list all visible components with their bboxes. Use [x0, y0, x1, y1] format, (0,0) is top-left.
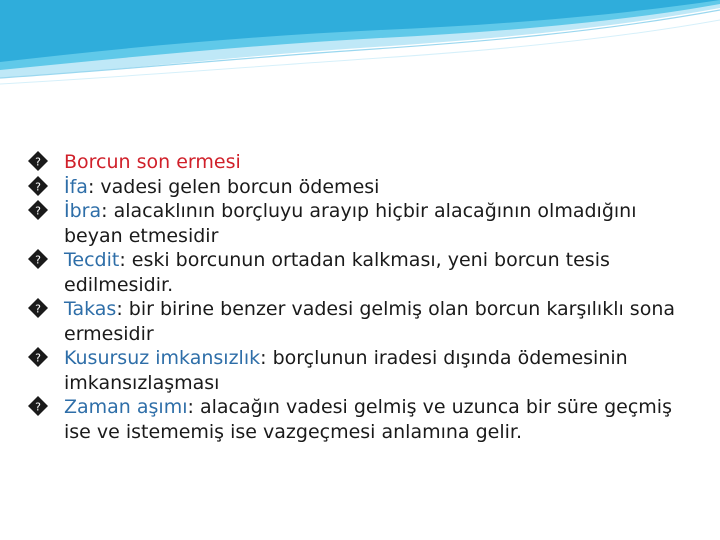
replacement-glyph-icon — [28, 248, 64, 273]
list-item-text: : borçlunun iradesi dışında ödemesinin imkansızlaşması — [64, 347, 628, 394]
list-item-text: : alacaklının borçluyu arayıp hiçbir alacağının olmadığını beyan etmesidir — [64, 200, 637, 247]
replacement-glyph-icon — [28, 175, 64, 200]
list-item-text: : eski borcunun ortadan kalkması, yeni borcun tesis edilmesidir. — [64, 249, 610, 296]
list-item-term: Tecdit — [64, 249, 120, 271]
list-item — [28, 395, 688, 444]
header-wave-decoration — [0, 0, 720, 95]
svg-text:?: ? — [35, 180, 41, 193]
list-item-term: Zaman aşımı — [64, 396, 188, 418]
list-item — [28, 346, 688, 395]
svg-text:?: ? — [35, 253, 41, 267]
list-item — [28, 150, 688, 175]
replacement-glyph-icon — [28, 199, 64, 224]
list-item-term: İbra — [64, 200, 102, 222]
list-heading: Borcun son ermesi — [64, 151, 241, 173]
svg-text:?: ? — [35, 204, 41, 218]
svg-text:?: ? — [35, 400, 41, 414]
svg-text:?: ? — [35, 302, 41, 316]
svg-text:?: ? — [35, 351, 41, 365]
list-item — [28, 248, 688, 297]
svg-text:?: ? — [35, 155, 41, 169]
list-item-text: : bir birine benzer vadesi gelmiş olan borcun karşılıklı sona ermesidir — [64, 298, 676, 345]
bullet-list — [28, 150, 688, 444]
replacement-glyph-icon — [28, 346, 64, 371]
list-item-text: : alacağın vadesi gelmiş ve uzunca bir süre geçmiş ise ve istememiş ise vazgeçmesi anlamına gelir. — [64, 396, 672, 443]
list-item-term: Takas — [64, 298, 117, 320]
list-item-term: Kusursuz imkansızlık — [64, 347, 261, 369]
list-item — [28, 297, 688, 346]
list-item-text: : vadesi gelen borcun ödemesi — [87, 175, 380, 198]
list-item-term: İfa — [64, 175, 88, 198]
list-item — [28, 175, 688, 200]
replacement-glyph-icon — [28, 150, 64, 175]
replacement-glyph-icon — [28, 297, 64, 322]
list-item — [28, 199, 688, 248]
replacement-glyph-icon — [28, 395, 64, 420]
